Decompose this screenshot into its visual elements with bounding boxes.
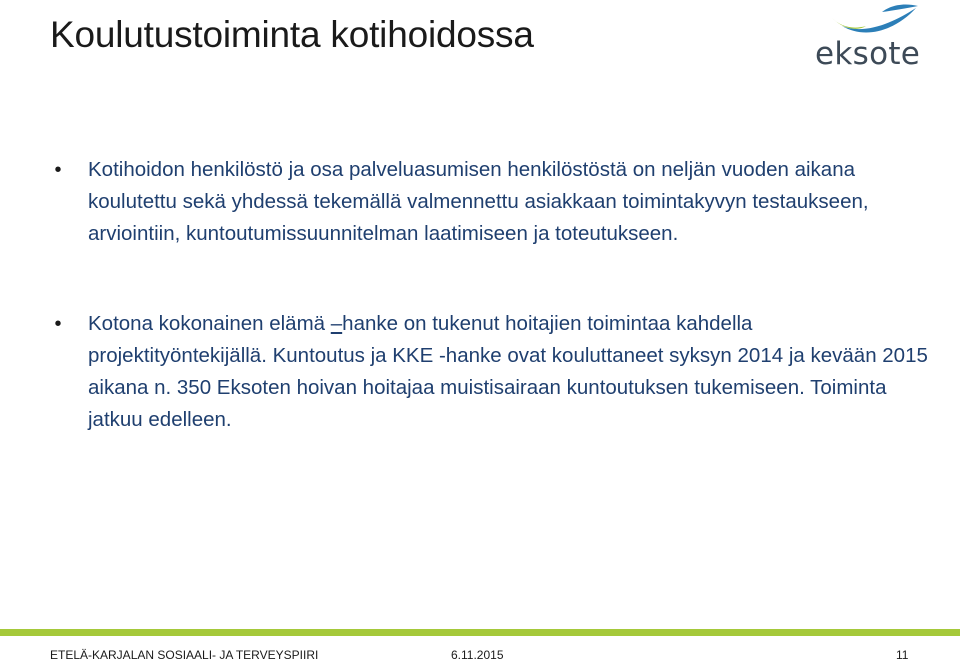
bullet-text-start: Kotona kokonainen elämä [88,312,331,335]
bullet-icon: • [54,313,62,335]
logo-swoosh-icon [830,4,920,38]
bullet-item-2 [50,308,930,436]
slide-content [50,154,930,436]
bullet-text-underlined: – [330,312,343,335]
bullet-text-end: hanke on tukenut hoitajien toimintaa kahdella projektityöntekijällä. Kuntoutus ja KKE -hanke ovat kouluttaneet syksyn 2014 ja kevään 2015 aikana n. 350 Eksoten hoivan hoitajaa muistisairaan kuntoutuksen tukemiseen. Toiminta jatkuu edelleen. [88,312,928,431]
footer-accent-bar [0,629,960,636]
bullet-text: Kotihoidon henkilöstö ja osa palveluasumisen henkilöstöstä on neljän vuoden aikana koulutettu sekä yhdessä tekemällä valmennettu asiakkaan toimintakyvyn testaukseen, arviointiin, kuntoutumissuunnitelman laatimiseen ja toteutukseen. [88,158,869,245]
bullet-item-1 [50,154,930,250]
page-number: 11 [896,648,909,662]
logo-wordmark: eksote [815,36,921,72]
footer-date: 6.11.2015 [451,648,504,662]
footer-organization: ETELÄ-KARJALAN SOSIAALI- JA TERVEYSPIIRI [50,648,319,662]
slide-title: Koulutustoiminta kotihoidossa [50,14,534,55]
eksote-logo [812,4,927,76]
bullet-icon: • [54,159,62,181]
